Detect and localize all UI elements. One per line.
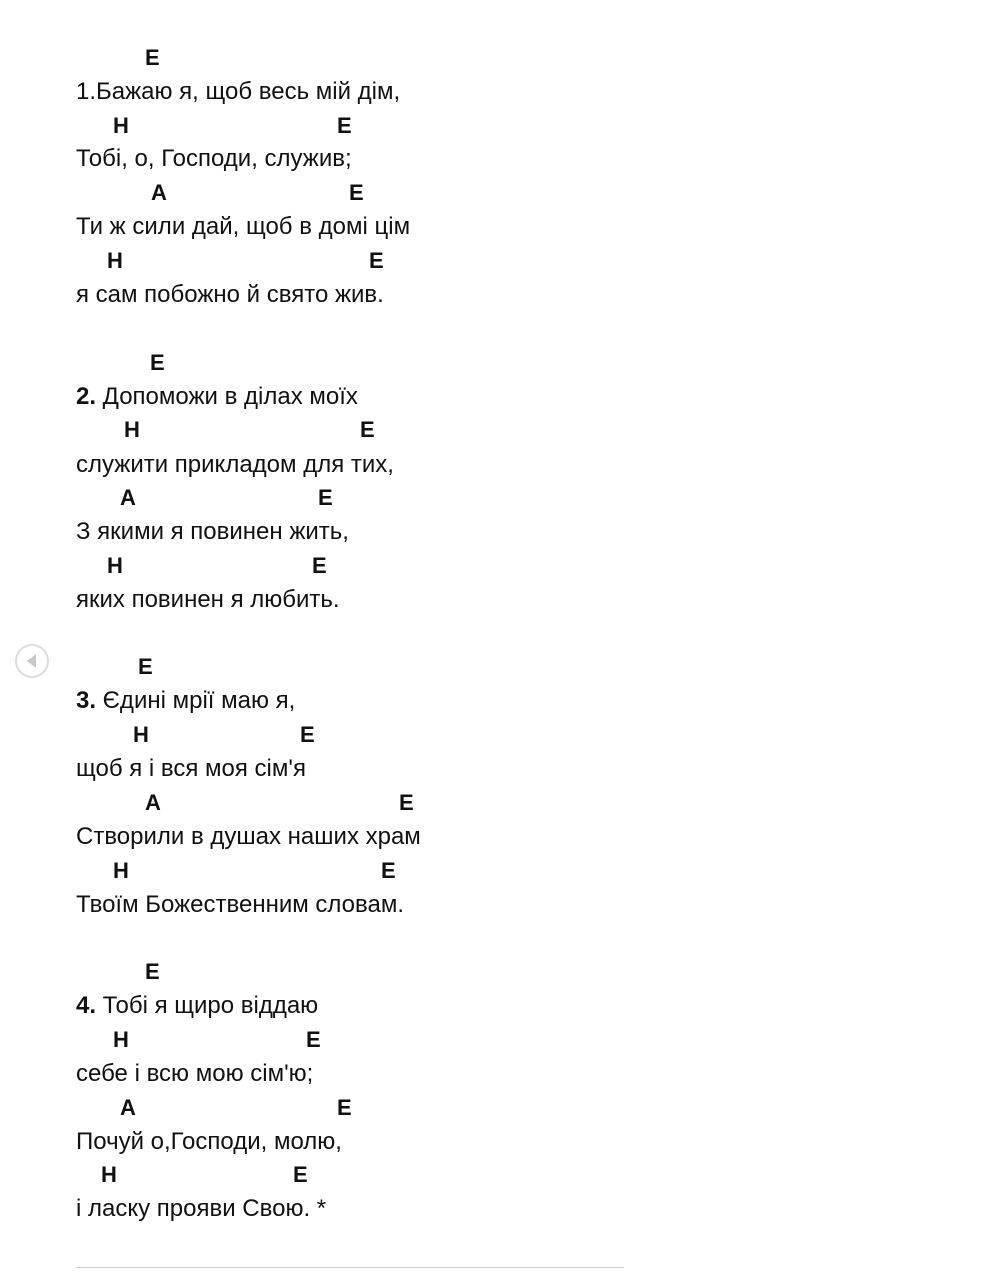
chord: A <box>120 485 136 510</box>
chord: E <box>349 180 364 205</box>
chord: E <box>399 790 414 815</box>
lyric-line: Твоїм Божественним словам. <box>76 891 405 918</box>
lyric-text: Тобі я щиро віддаю <box>96 992 319 1019</box>
chord: E <box>337 113 352 138</box>
lyric-line: Ти ж сили дай, щоб в домі цім <box>76 213 411 240</box>
chord: E <box>312 553 327 578</box>
chord: E <box>145 45 160 70</box>
verse-number: 2. <box>76 383 97 410</box>
chord: E <box>145 959 160 984</box>
chord: H <box>113 1027 129 1052</box>
chord: E <box>300 722 315 747</box>
lyric-line: яких повинен я любить. <box>76 586 340 613</box>
lyric-line: я сам побожно й свято жив. <box>76 281 384 308</box>
chord: H <box>124 417 140 442</box>
chord: A <box>145 790 161 815</box>
chord: H <box>113 113 129 138</box>
chord: E <box>293 1162 308 1187</box>
chord: E <box>306 1027 321 1052</box>
chevron-left-icon[interactable] <box>15 644 49 678</box>
lyric-line <box>76 382 358 412</box>
chord: H <box>107 553 123 578</box>
lyric-line: 1.Бажаю я, щоб весь мій дім, <box>76 78 401 105</box>
divider <box>76 1267 624 1268</box>
chord: A <box>151 180 167 205</box>
chord: E <box>381 858 396 883</box>
lyric-text: Допоможи в ділах моїх <box>96 383 358 410</box>
chord: H <box>133 722 149 747</box>
verse-number: 3. <box>76 687 97 714</box>
lyric-line: служити прикладом для тих, <box>76 451 394 478</box>
lyric-line: Почуй о,Господи, молю, <box>76 1128 342 1155</box>
lyric-line: щоб я і вся моя сім'я <box>76 755 306 782</box>
chord: E <box>369 248 384 273</box>
lyric-line: З якими я повинен жить, <box>76 518 349 545</box>
chord: H <box>101 1162 117 1187</box>
verse-number: 4. <box>76 992 97 1019</box>
chord: H <box>113 858 129 883</box>
chord: E <box>150 350 165 375</box>
lyric-line: Створили в душах наших храм <box>76 823 421 850</box>
lyric-line: і ласку прояви Свою. * <box>76 1195 327 1222</box>
lyric-line: себе і всю мою сім'ю; <box>76 1060 314 1087</box>
chord: A <box>120 1095 136 1120</box>
lyric-line: Тобі, о, Господи, служив; <box>76 145 352 172</box>
lyric-line <box>76 686 295 716</box>
chord: E <box>360 417 375 442</box>
chord: E <box>337 1095 352 1120</box>
lyric-text: Єдині мрії маю я, <box>96 687 296 714</box>
chord: E <box>138 654 153 679</box>
chord: H <box>107 248 123 273</box>
chord: E <box>318 485 333 510</box>
lyric-line <box>76 991 318 1021</box>
